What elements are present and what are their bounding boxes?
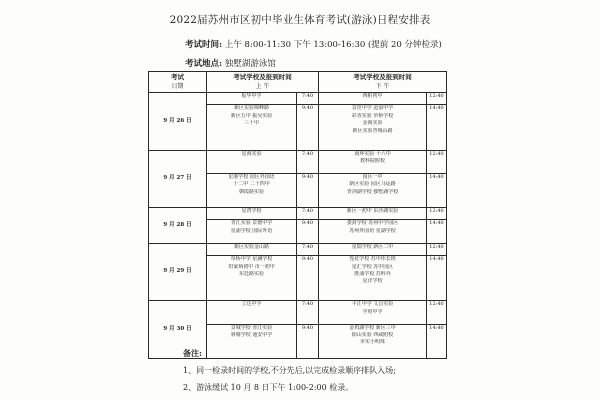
am-time-cell: 7:40 <box>297 150 319 173</box>
school-line: 教科院附校 <box>359 157 385 164</box>
am-time-cell: 9:40 <box>297 220 319 243</box>
school-line: 斜塘学校 通安中学 <box>230 332 273 339</box>
note-item-2: 2、游泳缓试 10 月 8 日下午 1:00-2:00 检录。 <box>183 383 354 392</box>
date-cell: 9 月 26 日 <box>149 93 207 151</box>
pm-time-cell: 12:40 <box>427 93 447 105</box>
table-header-row <box>149 72 447 93</box>
school-line: 园区一中 <box>362 173 383 180</box>
school-line: 新区一初中 东沙湖实验 <box>346 208 399 215</box>
school-line: 莲花学校 苏中伟长班 <box>349 256 396 263</box>
pm-time-cell: 12:40 <box>427 243 447 255</box>
school-line: 振华中学 <box>241 93 262 99</box>
school-line: 新区实验 园区马运路 <box>349 181 396 188</box>
pm-schools-cell <box>319 93 427 105</box>
pm-schools-cell <box>319 208 427 220</box>
table-row <box>149 93 447 105</box>
am-time-cell: 7:40 <box>297 243 319 255</box>
date-cell: 9 月 30 日 <box>149 301 207 359</box>
school-line: 田家炳初中 市一初中 <box>228 263 275 270</box>
school-line: 星浦学校 国际外语 <box>230 227 273 234</box>
header-am-cell <box>207 72 319 93</box>
school-line: 金鸡湖学校 新区三中 <box>349 324 396 331</box>
pm-time-cell: 14:40 <box>427 105 447 150</box>
exam-time-label: 考试时间: <box>185 40 223 50</box>
header-date-cell <box>149 72 207 93</box>
school-line: 新区五中 振吴实验 <box>230 112 273 119</box>
school-line: 立达中学 <box>241 301 262 308</box>
pm-time-cell: 12:40 <box>427 150 447 173</box>
school-line: 星瑞学校 新区二中 <box>351 243 394 250</box>
school-line: 景城学校 胥江实验 <box>230 324 273 331</box>
header-am: 考试学校及报到时间 <box>233 73 292 81</box>
school-line: 新区实验锦峰路 <box>233 105 269 112</box>
document-title: 2022届苏州市区初中毕业生体育考试(游泳)日程安排表 <box>169 14 431 26</box>
am-time-cell: 7:40 <box>297 301 319 324</box>
school-line: 星洋学校 <box>362 278 383 285</box>
am-time-cell: 7:40 <box>297 208 319 220</box>
am-schools-cell <box>207 93 297 105</box>
school-line: 星湾学校 <box>241 208 262 215</box>
pm-schools-cell <box>319 105 427 150</box>
am-schools-cell <box>207 301 297 324</box>
pm-time-cell: 12:40 <box>427 301 447 324</box>
exam-time-value: 上午 8:00-11:30 下午 13:00-16:30 (提前 20 分钟检录) <box>224 40 442 50</box>
school-line: 新区实验青城山路 <box>352 127 393 134</box>
school-line: 市实小明珠 <box>359 339 385 346</box>
am-schools-cell <box>207 173 297 207</box>
school-line: 平江中学 文昌实验 <box>351 301 394 308</box>
schedule-table <box>148 71 447 359</box>
date-cell: 9 月 28 日 <box>149 208 207 244</box>
am-time-cell: 9:40 <box>297 324 319 358</box>
am-time-cell: 9:40 <box>297 105 319 150</box>
pm-schools-cell <box>319 150 427 173</box>
note-item-1: 1、同一检录时间的学校,不分先后,以完成检录顺序排队入场; <box>183 366 396 375</box>
schedule-body <box>149 93 447 359</box>
school-line: 娄葑学校 苏州中学园区 <box>346 220 399 227</box>
school-line: 青剑湖学校 独墅湖学校 <box>346 188 399 195</box>
table-row <box>149 208 447 220</box>
am-schools-cell <box>207 208 297 220</box>
school-line: 金阊实验 <box>362 120 383 127</box>
school-line: 三十中 <box>243 120 259 127</box>
header-am-sub: 上 午 <box>255 83 270 90</box>
school-line: 朝霞路实验 <box>238 188 264 195</box>
am-time-cell: 7:40 <box>297 93 319 105</box>
school-line: 星海实验 <box>241 150 262 157</box>
school-line: 十二中 二十四中 <box>233 181 270 188</box>
pm-time-cell: 14:40 <box>427 324 447 358</box>
header-date: 日期 <box>171 83 184 90</box>
exam-place-line <box>185 57 276 69</box>
school-line: 东廷路实验 <box>238 271 264 277</box>
table-row <box>149 150 447 173</box>
school-line: 新区实验金山路 <box>233 243 269 250</box>
am-schools-cell <box>207 243 297 255</box>
table-row <box>149 301 447 324</box>
header-pm-cell <box>319 72 447 93</box>
school-line: 景范中学 沧浪中学 <box>351 105 394 112</box>
pm-schools-cell <box>319 173 427 207</box>
pm-time-cell: 14:40 <box>427 256 447 301</box>
exam-time-line <box>185 38 442 50</box>
pm-time-cell: 12:40 <box>427 208 447 220</box>
table-row <box>149 243 447 255</box>
date-cell: 9 月 29 日 <box>149 243 207 301</box>
am-time-cell: 9:40 <box>297 173 319 207</box>
school-line: 胜浦学校 苏科外 <box>354 271 391 277</box>
pm-schools-cell <box>319 256 427 301</box>
pm-time-cell: 14:40 <box>427 220 447 243</box>
school-line: 阳山实验 西咸附校 <box>351 332 394 339</box>
school-line: 学府中学 <box>362 308 383 315</box>
am-schools-cell <box>207 324 297 358</box>
header-exam: 考试 <box>171 73 184 81</box>
pm-schools-cell <box>319 324 427 358</box>
date-cell: 9 月 27 日 <box>149 150 207 208</box>
header-pm: 考试学校及报到时间 <box>353 73 412 81</box>
school-line: 苏州外国语 星湖学校 <box>349 227 396 234</box>
school-line: 星汇学校 苏中园区 <box>351 263 394 270</box>
pm-schools-cell <box>319 243 427 255</box>
am-schools-cell <box>207 256 297 301</box>
school-line: 彩香实验 草桥学校 <box>351 112 394 119</box>
school-line: 星港学校 园区外国语 <box>228 173 275 180</box>
school-line: 南环实验 十六中 <box>354 150 391 157</box>
am-schools-cell <box>207 150 297 173</box>
am-time-cell: 9:40 <box>297 256 319 301</box>
pm-schools-cell <box>319 220 427 243</box>
exam-place-label: 考试地点: <box>185 59 223 69</box>
school-line: 草桥中学 星澜学校 <box>230 256 273 263</box>
am-schools-cell <box>207 220 297 243</box>
notes-heading: 备注: <box>183 348 202 358</box>
school-line: 青江实验 景德中学 <box>230 220 273 227</box>
pm-schools-cell <box>319 301 427 324</box>
pm-time-cell: 14:40 <box>427 173 447 207</box>
header-pm-sub: 下 午 <box>375 83 390 90</box>
am-schools-cell <box>207 105 297 150</box>
exam-place-value: 独墅湖游泳馆 <box>224 59 276 69</box>
school-line: 西附初中 <box>362 93 383 99</box>
